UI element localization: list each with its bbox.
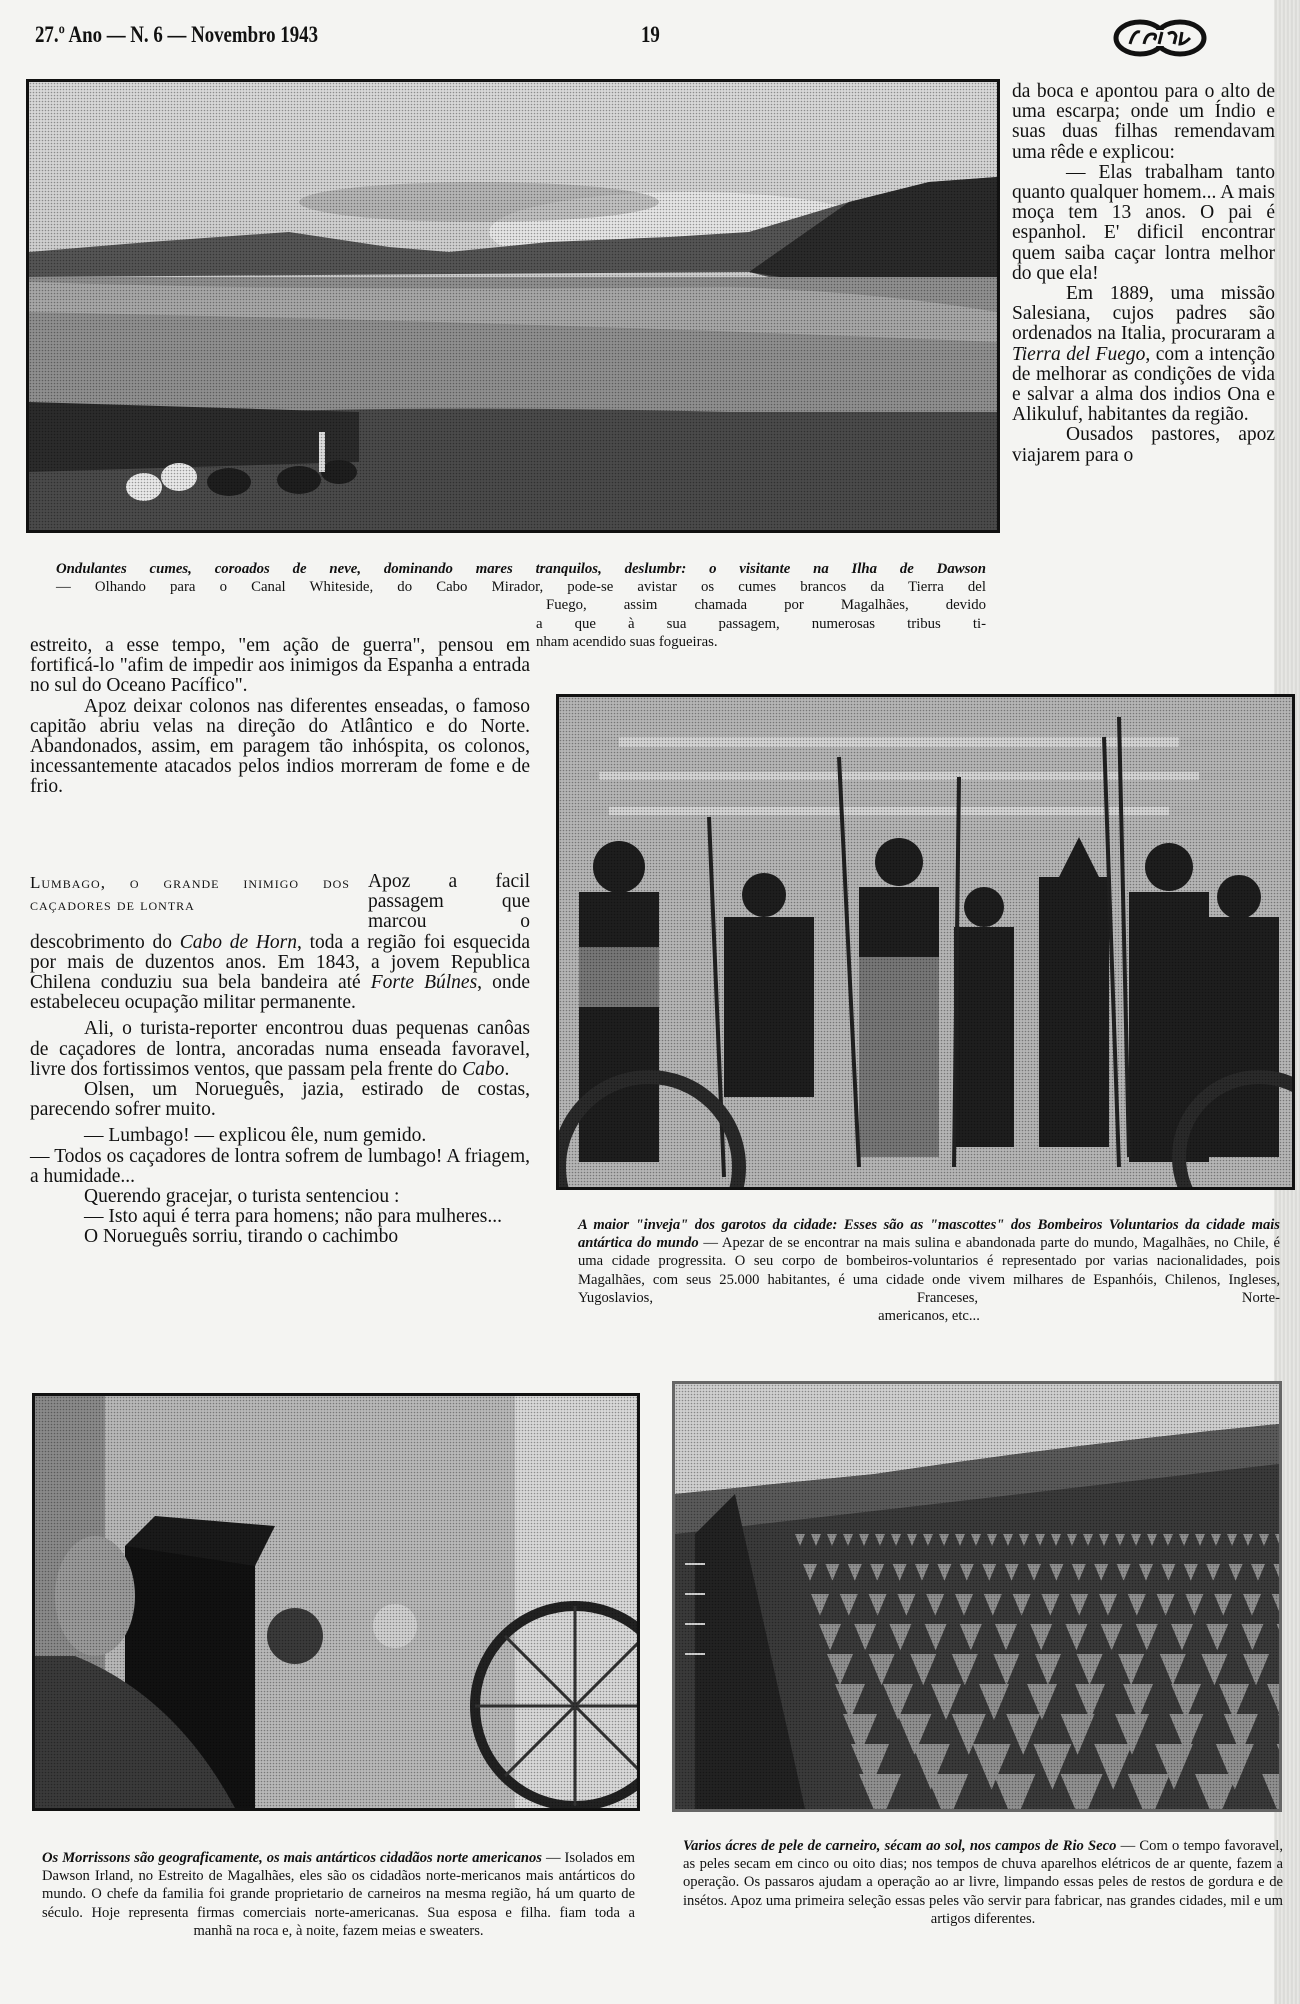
paragraph: estreito, a esse tempo, "em ação de guerra", pensou em fortificá-lo "afim de impedir aos inimigos da Espanha a entrada no sul do Oceano Pacífico". (30, 635, 530, 697)
firemen-photo (556, 694, 1295, 1190)
caption-line: a que à sua passagem, numerosas tribus ti- (536, 615, 986, 632)
firemen-caption (578, 1216, 1280, 1325)
paragraph: Apoz a facil passagem que marcou o descobrimento do Cabo de Horn, toda a região foi esquecida por mais de duzentos anos. Em 1843, a jovem Republica Chilena conduziu sua bela bandeira até Forte Búlnes, onde estabeleceu ocupação militar permanente. (30, 871, 530, 1014)
paragraph: — Elas trabalham tanto quanto qualquer homem... A mais moça tem 13 anos. O pai é espanhol. E' dificil encontrar quem saiba caçar lontra melhor do que ela! (1012, 161, 1275, 284)
caption-title: Os Morrissons são geograficamente, os mais antárticos cidadãos norte americanos (42, 1850, 542, 1866)
caption-line: nham acendido suas fogueiras. (536, 633, 718, 650)
sheepskins-photo (672, 1381, 1282, 1812)
caption-tail: americanos, etc... (878, 1308, 980, 1325)
paragraph: Olsen, um Norueguês, jazia, estirado de costas, parecendo sofrer muito. (30, 1079, 530, 1121)
morrissons-caption (42, 1849, 635, 1940)
magazine-logo (1112, 18, 1208, 58)
paragraph: Ousados pastores, apoz viajarem para o (1012, 424, 1275, 466)
caption-title: A maior "inveja" dos garotos da cidade: Esses são as "mascottes" dos Bombeiros Voluntarios da cidade mais antártica do mundo (578, 1217, 1280, 1252)
caption-tail: artigos diferentes. (930, 1910, 1036, 1927)
paragraph: Apoz deixar colonos nas diferentes enseadas, o famoso capitão abriu velas na direção do Atlântico e do Norte. Abandonados, assim, em paragem tão inhóspita, os colonos, incessantemente atacados pelos indios morreram de fome e de frio. (30, 695, 530, 798)
paragraph: — Todos os caçadores de lontra sofrem de lumbago! A friagem, a humidade... (30, 1145, 530, 1187)
caption-title: Varios ácres de pele de carneiro, sécam ao sol, nos campos de Rio Seco (683, 1838, 1117, 1854)
caption-tail: manhã na roca e, à noite, fazem meias e sweaters. (193, 1922, 484, 1939)
page-number: 19 (641, 22, 660, 47)
left-column-top (30, 636, 530, 798)
left-column-middle (30, 872, 530, 1248)
paragraph: da boca e apontou para o alto de uma escarpa; onde um Índio e suas duas filhas remendavam uma rêde e explicou: (1012, 81, 1275, 163)
paragraph: — Lumbago! — explicou êle, num gemido. (84, 1125, 427, 1147)
caption-body: — Isolados em Dawson Irland, no Estreito de Magalhães, eles são os cidadãos norte-mericanos mais antárticos do mundo. O chefe da familia foi grande proprietario de carneiros na mesma região, há um quarto de século. Hoje representa firmas comerciais norte-americanas. Sua esposa e filha. fiam toda a (42, 1850, 635, 1921)
paragraph: Em 1889, uma missão Salesiana, cujos padres são ordenados na Italia, procuraram a Tierra del Fuego, com a intenção de melhorar as condições de vida e salvar a alma dos indios Ona e Alikuluf, habitantes da região. (1012, 283, 1275, 426)
caption-body: — Apezar de se encontrar na mais sulina e abandonada parte do mundo, Magalhães, no Chile, é uma cidade progressita. O seu corpo de bombeiros-voluntarios é representado por varias nacionalidades, pois Magalhães, com seus 25.000 habitantes, é uma cidade onde vivem milhares de Espanhóis, Chilenos, Ingleses, Yugoslavios, Franceses, Norte- (578, 1235, 1280, 1306)
sheepskins-caption (683, 1837, 1283, 1928)
morrissons-photo (32, 1393, 640, 1811)
paragraph: — Isto aqui é terra para homens; não para mulheres... (84, 1206, 503, 1228)
paragraph: Querendo gracejar, o turista sentenciou : (84, 1186, 400, 1208)
section-subhead: Lumbago, o grande inimigo dos caçadores de lontra (30, 873, 350, 914)
right-column (1012, 82, 1275, 466)
paragraph: Ali, o turista-reporter encontrou duas pequenas canôas de caçadores de lontra, ancoradas numa enseada favoravel, livre dos fortissimos ventos, que passam pela frente do Cabo. (30, 1018, 530, 1080)
landscape-photo (26, 79, 1000, 533)
caption-body: — Com o tempo favoravel, as peles secam em cinco ou oito dias; nos tempos de chuva aparelhos elétricos de ar quente, fazem a operação. Os passaros ajudam a operação ao ar livre, limpando essas peles de restos de gordura e de insétos. Apoz uma primeira seleção essas peles vão servir para fabricar, nas grandes cidades, mil e um (683, 1838, 1283, 1909)
caption-line: Fuego, assim chamada por Magalhães, devido (546, 597, 986, 614)
caption-title: Ondulantes cumes, coroados de neve, dominando mares tranquilos, deslumbr: o visitante na Ilha de Dawson (56, 561, 986, 577)
issue-info: 27.º Ano — N. 6 — Novembro 1943 (35, 22, 319, 47)
caption-line: — Olhando para o Canal Whiteside, do Cabo Mirador, pode-se avistar os cumes brancos da Tierra del (56, 579, 986, 596)
paragraph: O Norueguês sorriu, tirando o cachimbo (84, 1226, 399, 1248)
